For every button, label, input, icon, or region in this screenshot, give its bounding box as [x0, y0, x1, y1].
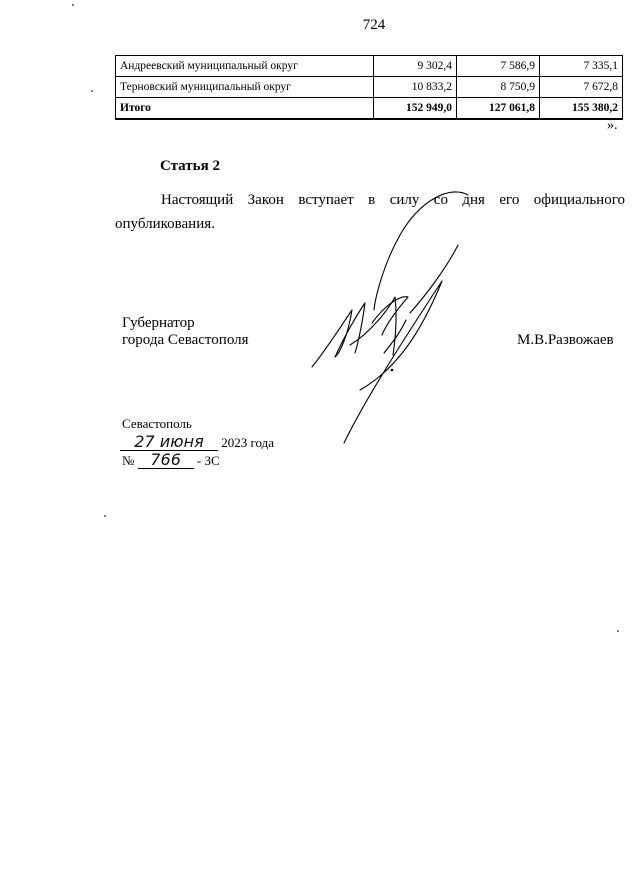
- table-row: [116, 77, 623, 98]
- row-name: Андреевский муниципальный округ: [116, 56, 374, 77]
- total-value-3: 155 380,2: [540, 98, 623, 120]
- total-value-2: 127 061,8: [457, 98, 540, 120]
- scan-speck: [91, 90, 93, 92]
- scan-speck: [617, 630, 619, 632]
- total-label: Итого: [116, 98, 374, 120]
- signer-name: М.В.Развожаев: [517, 332, 614, 348]
- row-value-1: 10 833,2: [374, 77, 457, 98]
- signing-date: [120, 434, 274, 451]
- total-value-1: 152 949,0: [374, 98, 457, 120]
- handwritten-number: 766: [138, 452, 194, 469]
- scan-speck: [72, 4, 74, 6]
- date-year: 2023 года: [221, 435, 275, 450]
- row-value-1: 9 302,4: [374, 56, 457, 77]
- row-name: Терновский муниципальный округ: [116, 77, 374, 98]
- article-title: Статья 2: [160, 158, 220, 174]
- number-sign: №: [122, 453, 135, 468]
- table-total-row: [116, 98, 623, 120]
- law-number: [122, 452, 220, 469]
- closing-quote: ».: [607, 118, 618, 133]
- row-value-2: 7 586,9: [457, 56, 540, 77]
- signer-title-line2: города Севастополя: [122, 332, 249, 348]
- budget-table: [115, 55, 623, 120]
- row-value-3: 7 672,8: [540, 77, 623, 98]
- row-value-3: 7 335,1: [540, 56, 623, 77]
- handwritten-date: 27 июня: [120, 434, 218, 451]
- number-suffix: - ЗС: [196, 453, 220, 468]
- place: Севастополь: [122, 416, 192, 431]
- page-number: 724: [362, 17, 386, 33]
- handwritten-signature: [300, 185, 480, 450]
- scan-speck: [104, 515, 106, 517]
- article-text: Настоящий Закон вступает в силу со дня его официального опубликования.: [115, 192, 625, 232]
- signer-title-line1: Губернатор: [122, 315, 195, 331]
- row-value-2: 8 750,9: [457, 77, 540, 98]
- table-row: [116, 56, 623, 77]
